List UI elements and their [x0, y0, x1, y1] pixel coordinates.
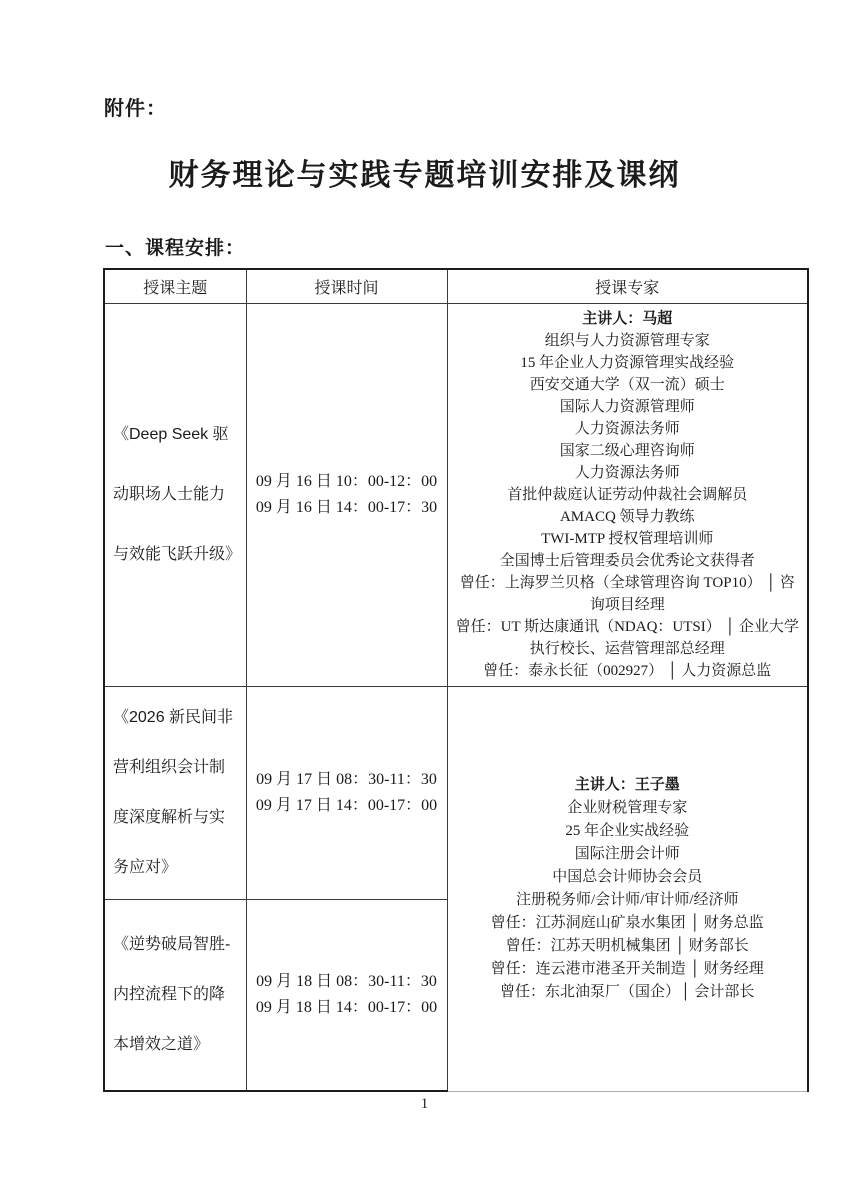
speaker-name: 主讲人：马超 — [582, 310, 673, 327]
credential-line: 中国总会计师协会会员 — [552, 868, 703, 885]
time-line: 09 月 16 日 10：00-12：00 — [255, 472, 438, 490]
topic-cell — [104, 303, 246, 686]
time-line: 09 月 18 日 14：00-17：00 — [255, 998, 438, 1016]
time-line: 09 月 17 日 14：00-17：00 — [255, 796, 438, 814]
credential-line: 西安交通大学（双一流）硕士 — [529, 376, 725, 393]
credential-list — [454, 797, 802, 1004]
time-line: 09 月 17 日 08：30-11：30 — [256, 770, 437, 788]
credential-list — [454, 330, 802, 682]
topic-line: 动职场人士能力 — [113, 485, 226, 503]
column-header-time: 授课时间 — [246, 269, 447, 303]
credential-line: 国家二级心理咨询师 — [559, 442, 695, 459]
table-row — [104, 303, 808, 686]
topic-line: 内控流程下的降 — [113, 985, 226, 1003]
credential-line: 25 年企业实战经验 — [565, 822, 690, 839]
credential-line: 曾任：东北油泵厂（国企）│ 会计部长 — [500, 983, 755, 1000]
table-row — [104, 686, 808, 899]
credential-line: 人力资源法务师 — [574, 464, 680, 481]
credential-line: 曾任：泰永长征（002927） │ 人力资源总监 — [483, 662, 772, 679]
credential-line: 企业财税管理专家 — [567, 799, 688, 816]
topic-line: 《逆势破局智胜- — [113, 935, 231, 953]
expert-cell-merged — [447, 686, 808, 1091]
time-cell — [246, 686, 447, 899]
time-line: 09 月 16 日 14：00-17：30 — [255, 498, 438, 516]
topic-line: 《2026 新民间非 — [113, 708, 234, 726]
topic-line: 与效能飞跃升级》 — [113, 545, 242, 563]
topic-line: 本增效之道》 — [113, 1035, 210, 1053]
time-cell — [246, 899, 447, 1091]
section-heading: 一、课程安排： — [105, 237, 246, 259]
topic-line: 务应对》 — [113, 858, 178, 876]
topic-line: 《Deep Seek 驱 — [113, 425, 229, 443]
credential-line: 曾任：江苏洞庭山矿泉水集团 │ 财务总监 — [490, 914, 764, 931]
credential-line: 曾任：上海罗兰贝格（全球管理咨询 TOP10） │ 咨询项目经理 — [459, 574, 795, 613]
credential-line: 国际注册会计师 — [574, 845, 680, 862]
topic-line: 度深度解析与实 — [113, 808, 226, 826]
expert-cell — [447, 303, 808, 686]
credential-line: 全国博士后管理委员会优秀论文获得者 — [499, 552, 755, 569]
topic-cell — [104, 899, 246, 1091]
credential-line: AMACQ 领导力教练 — [559, 508, 695, 525]
time-line: 09 月 18 日 08：30-11：30 — [256, 972, 437, 990]
column-header-topic: 授课主题 — [104, 269, 246, 303]
credential-line: 曾任：连云港市港圣开关制造 │ 财务经理 — [490, 960, 764, 977]
credential-line: 人力资源法务师 — [574, 420, 680, 437]
time-cell — [246, 303, 447, 686]
credential-line: 首批仲裁庭认证劳动仲裁社会调解员 — [507, 486, 748, 503]
course-schedule-table — [103, 268, 809, 1092]
credential-line: 15 年企业人力资源管理实战经验 — [520, 354, 735, 371]
credential-line: TWI-MTP 授权管理培训师 — [541, 530, 714, 547]
topic-cell — [104, 686, 246, 899]
credential-line: 曾任：江苏天明机械集团 │ 财务部长 — [505, 937, 749, 954]
credential-line: 曾任：UT 斯达康通讯（NDAQ：UTSI） │ 企业大学执行校长、运营管理部总经理 — [455, 618, 799, 657]
column-header-expert: 授课专家 — [447, 269, 808, 303]
credential-line: 国际人力资源管理师 — [559, 398, 695, 415]
attachment-label: 附件： — [104, 98, 167, 120]
page-title: 财务理论与实践专题培训安排及课纲 — [168, 158, 681, 193]
topic-line: 营利组织会计制 — [113, 758, 226, 776]
credential-line: 组织与人力资源管理专家 — [544, 332, 710, 349]
table-header-row — [104, 269, 808, 303]
credential-line: 注册税务师/会计师/审计师/经济师 — [515, 891, 739, 908]
speaker-name: 主讲人：王子墨 — [574, 776, 680, 793]
page-number: 1 — [420, 1096, 429, 1112]
